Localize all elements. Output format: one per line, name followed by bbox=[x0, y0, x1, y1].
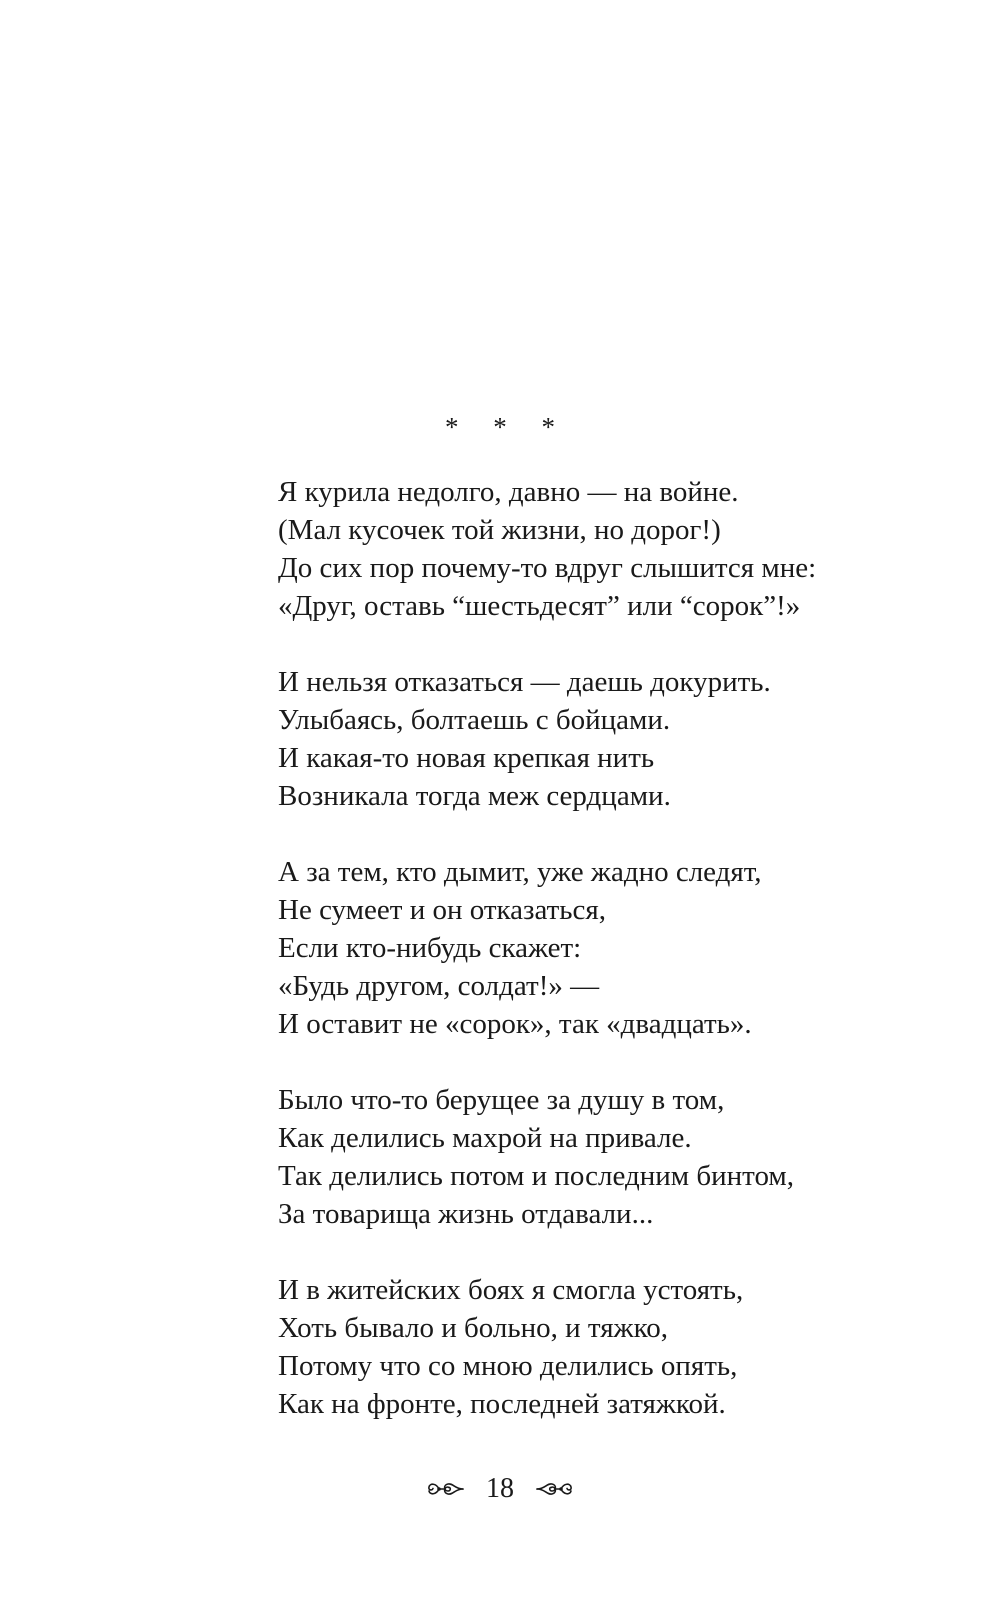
poem-line: Не сумеет и он отказаться, bbox=[278, 894, 606, 926]
poem-line: И нельзя отказаться — даешь докурить. bbox=[278, 666, 771, 698]
poem-line: Хоть бывало и больно, и тяжко, bbox=[278, 1312, 668, 1344]
poem-line: И в житейских боях я смогла устоять, bbox=[278, 1274, 744, 1306]
stanza-4 bbox=[278, 1081, 938, 1233]
poem-line: Я курила недолго, давно — на войне. bbox=[278, 476, 739, 508]
flourish-ornament-left-icon bbox=[425, 1477, 465, 1501]
poem-line: Было что-то берущее за душу в том, bbox=[278, 1084, 725, 1116]
stanza-2 bbox=[278, 663, 938, 815]
poem-line: Потому что со мною делились опять, bbox=[278, 1350, 738, 1382]
page-number: 18 bbox=[486, 1472, 514, 1504]
poem-line: И оставит не «сорок», так «двадцать». bbox=[278, 1008, 752, 1040]
flourish-ornament-right-icon bbox=[535, 1477, 575, 1501]
poem-line: Как делились махрой на привале. bbox=[278, 1122, 692, 1154]
stanza-3 bbox=[278, 853, 938, 1043]
poem-line: (Мал кусочек той жизни, но дорог!) bbox=[278, 514, 721, 546]
poem-line: За товарища жизнь отдавали... bbox=[278, 1198, 654, 1230]
poem-line: «Друг, оставь “шестьдесят” или “сорок”!» bbox=[278, 590, 801, 622]
poem-line: «Будь другом, солдат!» — bbox=[278, 970, 600, 1002]
poem-line: Улыбаясь, болтаешь с бойцами. bbox=[278, 704, 671, 736]
page-footer bbox=[0, 1470, 1000, 1506]
stanza-1 bbox=[278, 473, 938, 625]
section-separator: * * * bbox=[445, 412, 569, 442]
poem bbox=[278, 473, 938, 1461]
poem-line: Как на фронте, последней затяжкой. bbox=[278, 1388, 726, 1420]
poem-line: А за тем, кто дымит, уже жадно следят, bbox=[278, 856, 762, 888]
poem-line: До сих пор почему-то вдруг слышится мне: bbox=[278, 552, 817, 584]
stanza-5 bbox=[278, 1271, 938, 1423]
poem-line: Так делились потом и последним бинтом, bbox=[278, 1160, 795, 1192]
poem-line: И какая-то новая крепкая нить bbox=[278, 742, 655, 774]
poem-line: Возникала тогда меж сердцами. bbox=[278, 780, 671, 812]
poem-line: Если кто-нибудь скажет: bbox=[278, 932, 582, 964]
